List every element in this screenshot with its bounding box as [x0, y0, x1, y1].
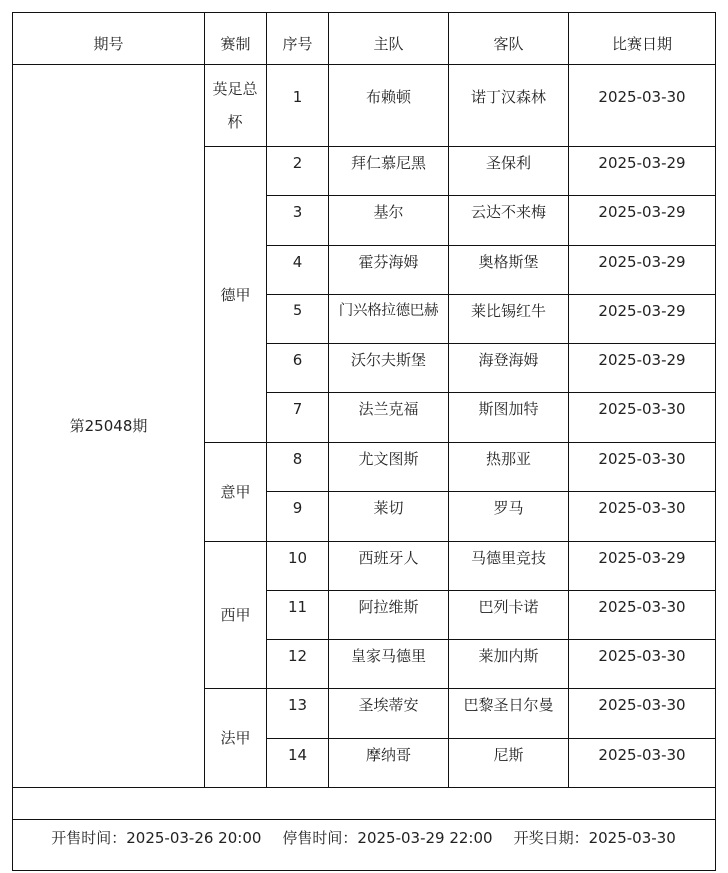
row-8-date: 2025-03-30: [598, 450, 686, 468]
row-14-away: 尼斯: [493, 746, 524, 764]
row-6-away: 海登海姆: [478, 351, 539, 369]
row-5-home: 门兴格拉德巴赫: [338, 303, 439, 319]
competition-fa-cup: 英足总杯: [212, 79, 258, 131]
row-7-home: 法兰克福: [358, 400, 419, 418]
header-away: 客队: [493, 35, 524, 53]
row-6-home: 沃尔夫斯堡: [350, 351, 426, 369]
sale-end-time: 停售时间：2025-03-29 22:00: [282, 828, 493, 847]
row-3-date: 2025-03-29: [598, 203, 686, 221]
row-9-away: 罗马: [493, 499, 524, 517]
competition-bundesliga: 德甲: [220, 285, 251, 304]
header-date: 比赛日期: [611, 35, 672, 53]
competition-la-liga: 西甲: [220, 606, 251, 624]
row-1-home: 布赖顿: [365, 88, 411, 106]
sale-info-footer: [12, 822, 715, 852]
row-1-seq: 1: [292, 88, 303, 106]
row-11-seq: 11: [287, 598, 308, 616]
row-6-date: 2025-03-29: [598, 351, 686, 369]
row-9-seq: 9: [292, 499, 303, 517]
row-5-seq: 5: [293, 303, 302, 319]
row-14-home: 摩纳哥: [365, 746, 411, 764]
row-9-date: 2025-03-30: [598, 499, 686, 517]
row-4-away: 奥格斯堡: [478, 253, 539, 271]
row-7-seq: 7: [292, 400, 303, 418]
row-7-date: 2025-03-30: [598, 400, 686, 418]
row-12-date: 2025-03-30: [598, 647, 686, 665]
row-8-away: 热那亚: [485, 450, 531, 468]
row-4-home: 霍芬海姆: [358, 253, 419, 271]
row-2-home: 拜仁慕尼黑: [350, 154, 426, 172]
row-14-seq: 14: [287, 746, 308, 764]
table-body-bottom: [12, 787, 716, 788]
row-13-date: 2025-03-30: [598, 696, 686, 714]
header-competition: 赛制: [220, 35, 251, 53]
row-12-seq: 12: [287, 647, 308, 665]
row-10-away: 马德里竞技: [470, 549, 546, 567]
competition-ligue-1: 法甲: [220, 729, 251, 747]
row-11-home: 阿拉维斯: [358, 598, 419, 616]
table-border-bottom: [12, 870, 716, 871]
row-13-seq: 13: [287, 696, 308, 714]
row-12-away: 莱加内斯: [478, 647, 539, 665]
table-border-right: [715, 12, 716, 871]
row-7-away: 斯图加特: [478, 400, 539, 418]
row-11-away: 巴列卡诺: [478, 598, 539, 616]
row-8-home: 尤文图斯: [358, 450, 419, 468]
row-12-home: 皇家马德里: [350, 647, 426, 665]
row-5-date: 2025-03-29: [598, 302, 686, 320]
row-2-date: 2025-03-29: [598, 154, 686, 172]
row-4-seq: 4: [292, 253, 303, 271]
header-seq: 序号: [282, 35, 313, 53]
row-3-home: 基尔: [373, 203, 404, 221]
row-14-date: 2025-03-30: [598, 746, 686, 764]
row-3-away: 云达不来梅: [470, 203, 546, 221]
header-issue: 期号: [93, 35, 124, 53]
issue-number: 第25048期: [69, 417, 148, 435]
row-1-away: 诺丁汉森林: [470, 88, 546, 106]
row-6-seq: 6: [292, 351, 303, 369]
row-13-home: 圣埃蒂安: [358, 696, 419, 714]
row-2-away: 圣保利: [485, 154, 531, 172]
draw-date: 开奖日期：2025-03-30: [513, 828, 676, 847]
row-11-date: 2025-03-30: [598, 598, 686, 616]
spacer-row-bottom: [12, 819, 716, 820]
row-10-seq: 10: [287, 549, 308, 567]
row-1-date: 2025-03-30: [598, 88, 686, 106]
row-13-away: 巴黎圣日尔曼: [463, 696, 554, 714]
row-2-seq: 2: [292, 154, 303, 172]
row-10-home: 西班牙人: [358, 549, 419, 567]
row-8-seq: 8: [292, 450, 303, 468]
row-4-date: 2025-03-29: [598, 253, 686, 271]
row-9-home: 莱切: [373, 499, 404, 517]
header-home: 主队: [373, 35, 404, 53]
competition-serie-a: 意甲: [220, 483, 251, 501]
row-5-away: 莱比锡红牛: [470, 302, 546, 320]
row-3-seq: 3: [292, 203, 303, 221]
row-10-date: 2025-03-29: [598, 549, 686, 567]
sale-start-time: 开售时间：2025-03-26 20:00: [51, 828, 262, 847]
